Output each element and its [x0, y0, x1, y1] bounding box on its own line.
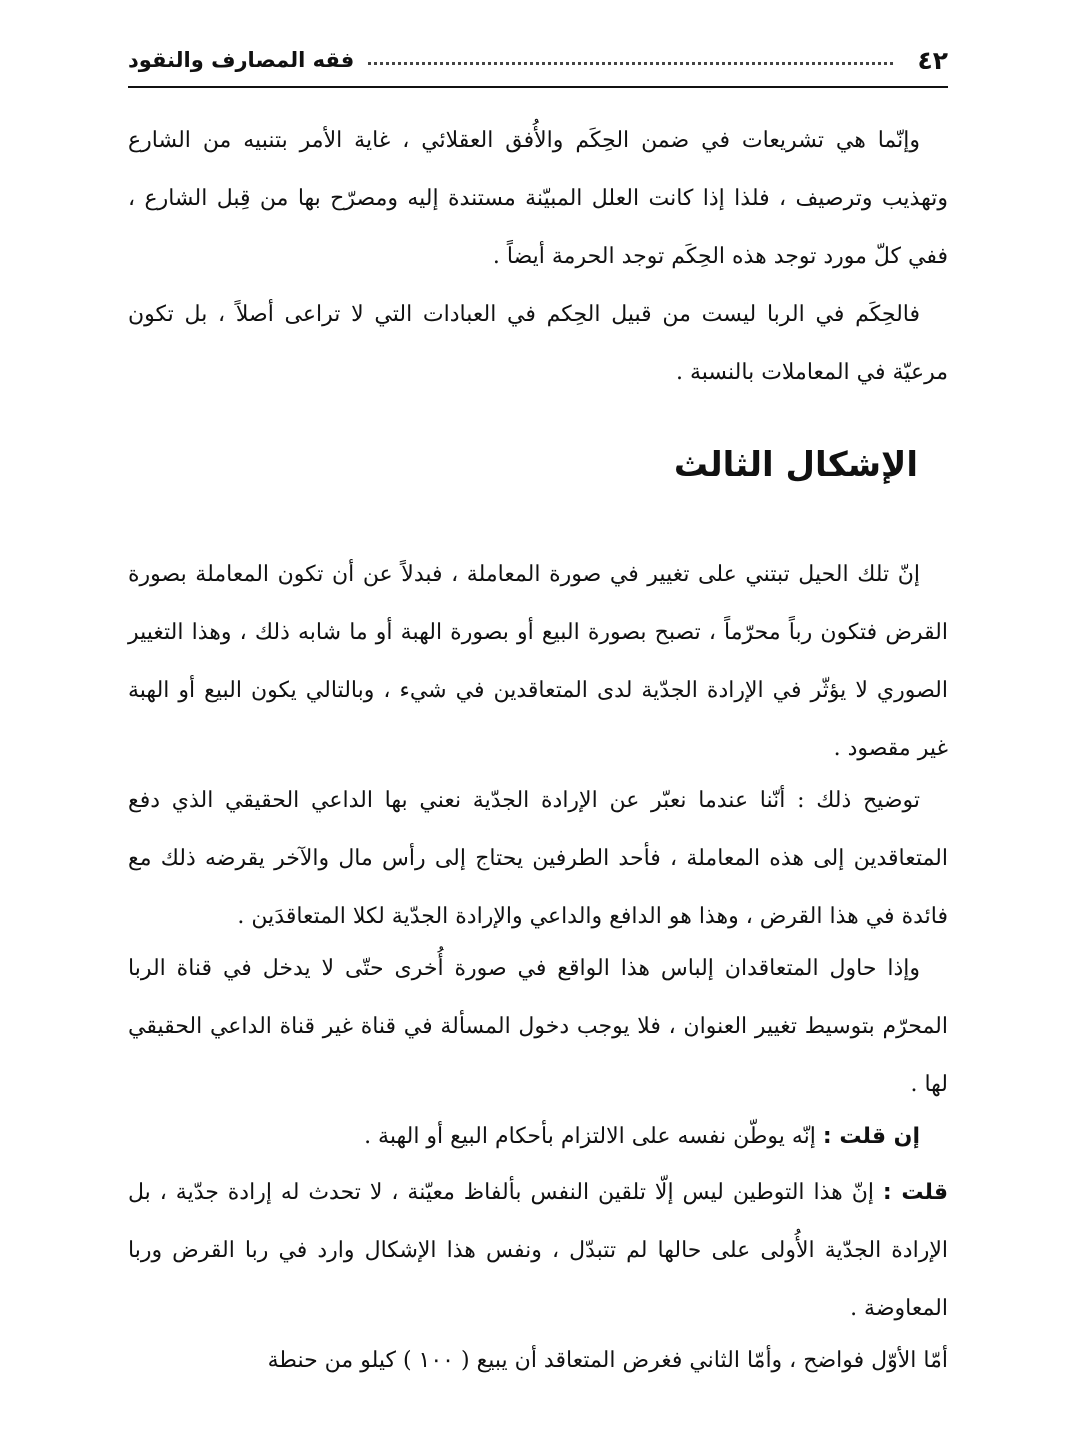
paragraph [128, 112, 948, 286]
paragraph-text: أمّا الأوّل فواضح ، وأمّا الثاني فغرض المتعاقد أن يبيع ( ١٠٠ ) كيلو من حنطة [267, 1348, 948, 1373]
reply-paragraph [128, 1164, 948, 1338]
paragraph-text: وإنّما هي تشريعات في ضمن الحِكَم والأُفق العقلائي ، غاية الأمر بتنبيه من الشارع وتهذيب وترصيف ، فلذا إذا كانت العلل المبيّنة مستندة إليه ومصرّح بها من قِبل الشارع ، ففي كلّ مورد توجد هذه الحِكَم توجد الحرمة أيضاً . [128, 128, 948, 269]
paragraph [128, 286, 948, 402]
running-header [128, 40, 948, 80]
page-number: ٤٢ [917, 45, 948, 75]
section-heading: الإشكال الثالث [673, 445, 918, 485]
paragraph [128, 772, 948, 946]
paragraph-text: إنّ تلك الحيل تبتني على تغيير في صورة المعاملة ، فبدلاً عن أن تكون المعاملة بصورة القرض فتكون رباً محرّماً ، تصبح بصورة البيع أو بصورة الهبة أو ما شابه ذلك ، وهذا التغيير الصوري لا يؤثّر في الإرادة الجدّية لدى المتعاقدين في شيء ، وبالتالي يكون البيع أو الهبة غير مقصود . [128, 562, 948, 761]
paragraph-text: وإذا حاول المتعاقدان إلباس هذا الواقع في صورة أُخرى حتّى لا يدخل في قناة الربا المحرّم بتوسيط تغيير العنوان ، فلا يوجب دخول المسألة في قناة غير قناة الداعي الحقيقي لها . [128, 956, 948, 1097]
objection-lead: إن قلت : [822, 1124, 920, 1149]
header-rule [128, 86, 948, 88]
dot-leader [368, 62, 893, 65]
reply-lead: قلت : [882, 1180, 948, 1205]
reply-text: إنّ هذا التوطين ليس إلّا تلقين النفس بألفاظ معيّنة ، لا تحدث له إرادة جدّية ، بل الإرادة الجدّية الأُولى على حالها لم تتبدّل ، ونفس هذا الإشكال وارد في ربا القرض وربا المعاوضة . [128, 1180, 948, 1321]
book-title: فقه المصارف والنقود [128, 48, 355, 72]
paragraph [128, 1332, 948, 1390]
paragraph-text: توضيح ذلك : أنّنا عندما نعبّر عن الإرادة الجدّية نعني بها الداعي الحقيقي الذي دفع المتعاقدين إلى هذه المعاملة ، فأحد الطرفين يحتاج إلى رأس مال والآخر يقرضه ذلك مع فائدة في هذا القرض ، وهذا هو الدافع والداعي والإرادة الجدّية لكلا المتعاقدَين . [128, 788, 948, 929]
objection-text: إنّه يوطّن نفسه على الالتزام بأحكام البيع أو الهبة . [364, 1124, 823, 1149]
paragraph [128, 940, 948, 1114]
paragraph [128, 546, 948, 778]
paragraph-text: فالحِكَم في الربا ليست من قبيل الحِكم في العبادات التي لا تراعى أصلاً ، بل تكون مرعيّة في المعاملات بالنسبة . [128, 302, 948, 385]
objection-paragraph [128, 1108, 948, 1166]
